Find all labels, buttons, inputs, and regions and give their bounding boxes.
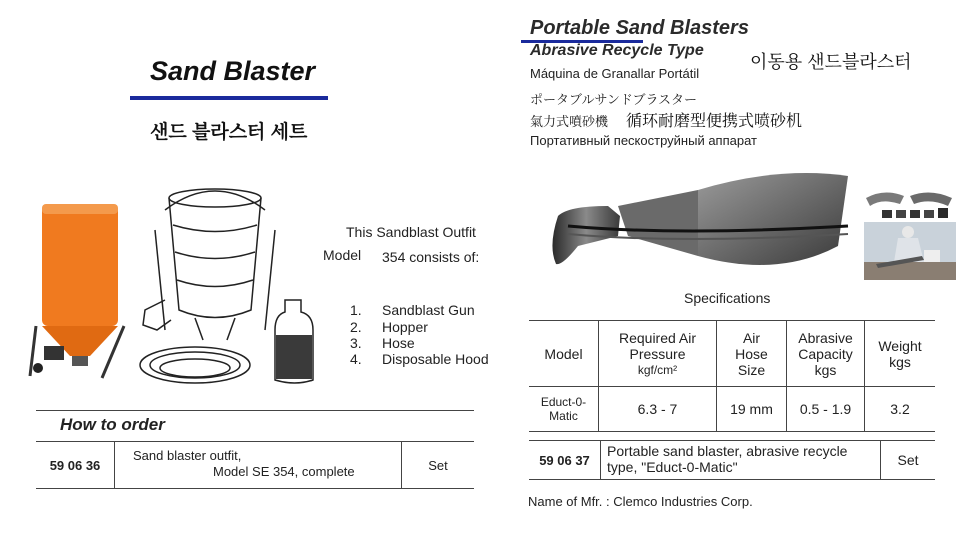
- left-korean-title: 샌드 블라스터 세트: [150, 122, 308, 143]
- spec-value-weight: 3.2: [890, 401, 910, 417]
- manufacturer-name: Name of Mfr. : Clemco Industries Corp.: [528, 494, 753, 509]
- spec-header-capacity: [787, 321, 865, 387]
- spec-header-capacity-label: Abrasive Capacity: [798, 329, 853, 362]
- right-page-title: Portable Sand Blasters: [530, 17, 749, 39]
- order-code: 59 06 36: [36, 442, 115, 488]
- order-description-line2: Model SE 354, complete: [213, 464, 355, 479]
- part-number: 1.: [350, 302, 362, 318]
- how-to-order-heading: How to order: [60, 415, 165, 434]
- specifications-table: [529, 320, 935, 432]
- part-name: Hose: [382, 335, 415, 351]
- right-korean-title: 이동용 샌드블라스터: [750, 52, 912, 72]
- spec-header-weight-unit: kgs: [889, 353, 911, 370]
- part-number: 3.: [350, 335, 362, 351]
- order-unit: Set: [428, 457, 448, 473]
- order-unit: Set: [897, 452, 919, 468]
- part-name: Disposable Hood: [382, 351, 489, 367]
- part-name: Sandblast Gun: [382, 302, 475, 318]
- spec-header-model: Model: [529, 321, 599, 387]
- right-chinese-traditional-title: 氣力式噴砂機: [530, 114, 609, 129]
- spec-value-model: Educt-0-Matic: [529, 387, 599, 431]
- right-japanese-title: ポータブルサンドブラスター: [530, 92, 698, 107]
- spec-header-weight-label: Weight: [878, 337, 922, 354]
- spec-header-capacity-unit: kgs: [814, 361, 837, 378]
- spec-header-pressure: [599, 321, 717, 387]
- spec-header-hose: Air Hose Size: [717, 321, 787, 387]
- spec-value-pressure: 6.3 - 7: [599, 387, 717, 431]
- right-chinese-simplified-title: 循环耐磨型便携式喷砂机: [626, 113, 803, 130]
- part-number: 4.: [350, 351, 362, 367]
- spec-header-weight: [865, 321, 935, 387]
- specifications-heading: Specifications: [684, 290, 771, 306]
- blaster-parts-photo: [864, 188, 956, 222]
- right-order-table: [529, 440, 935, 480]
- order-description: Portable sand blaster, abrasive recycle type, "Educt-0-Matic": [601, 441, 881, 479]
- right-russian-title: Портативный пескоструйный аппарат: [530, 133, 757, 148]
- right-subtitle: Abrasive Recycle Type: [530, 42, 704, 59]
- spec-header-pressure-label: Required Air Pressure: [618, 329, 697, 362]
- outfit-model-label: Model: [323, 247, 362, 263]
- right-spanish-title: Máquina de Granallar Portátil: [530, 66, 700, 81]
- order-description-line1: Sand blaster outfit,: [133, 448, 242, 463]
- order-description: [115, 442, 402, 488]
- sandblast-outfit-drawing: [135, 180, 315, 400]
- left-order-table: [36, 441, 474, 489]
- left-title-underline: [130, 96, 328, 100]
- spec-value-capacity: 0.5 - 1.9: [787, 387, 865, 431]
- portable-blaster-photo: [548, 166, 858, 278]
- orange-tank-image: [28, 196, 128, 386]
- outfit-model-text: 354 consists of:: [382, 249, 480, 265]
- how-to-order-rule: [36, 410, 474, 411]
- outfit-intro: This Sandblast Outfit: [346, 224, 476, 240]
- spec-value-hose: 19 mm: [717, 387, 787, 431]
- order-code: 59 06 37: [529, 441, 601, 479]
- worker-using-blaster-photo: [864, 222, 956, 280]
- part-name: Hopper: [382, 319, 428, 335]
- part-number: 2.: [350, 319, 362, 335]
- spec-header-pressure-unit: kgf/cm²: [637, 362, 678, 377]
- left-page-title: Sand Blaster: [150, 56, 316, 86]
